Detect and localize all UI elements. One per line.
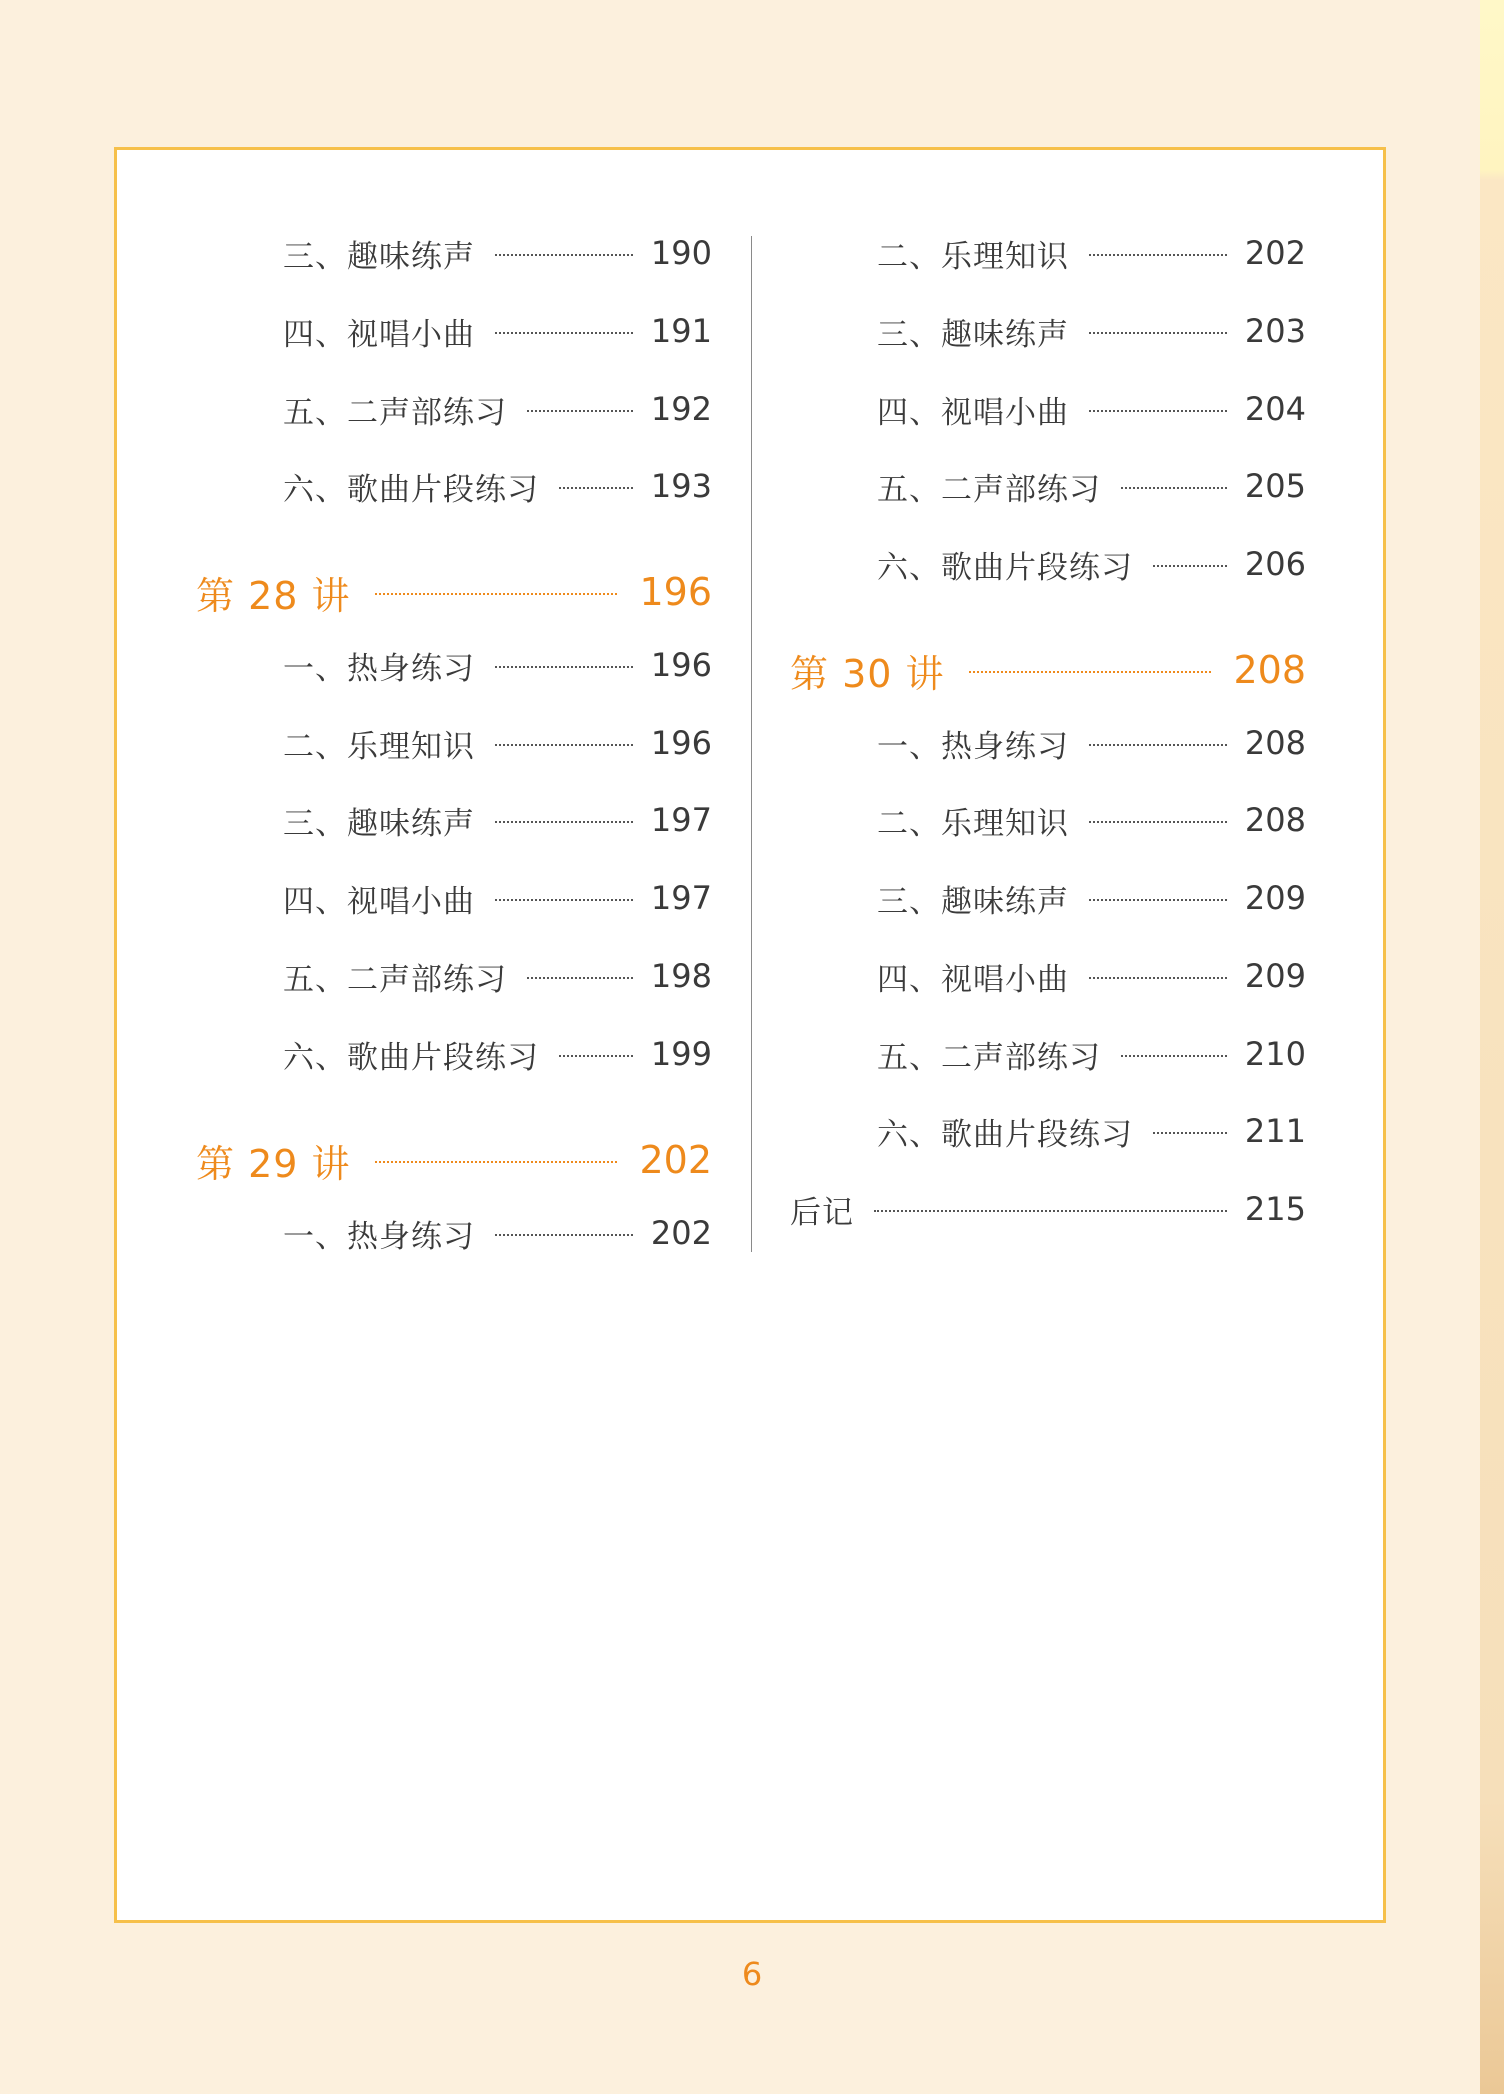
toc-entry-title: 三、趣味练声	[877, 883, 1069, 920]
toc-entry-page: 196	[650, 724, 712, 762]
toc-entry-page: 191	[650, 312, 712, 350]
dot-leader	[969, 671, 1212, 673]
toc-entry[interactable]	[283, 461, 712, 511]
toc-entry-page: 206	[1244, 545, 1306, 583]
toc-entry-title: 一、热身练习	[877, 728, 1069, 765]
dot-leader	[375, 593, 618, 595]
toc-chapter-title: 第 30 讲	[790, 651, 945, 696]
toc-entry-title: 三、趣味练声	[283, 238, 475, 275]
toc-entry-page: 205	[1244, 467, 1306, 505]
toc-entry[interactable]	[877, 384, 1306, 434]
dot-leader	[1089, 744, 1227, 746]
toc-entry[interactable]	[283, 1208, 712, 1258]
toc-entry-title: 四、视唱小曲	[283, 316, 475, 353]
toc-entry-title: 五、二声部练习	[283, 394, 507, 431]
toc-chapter-entry[interactable]	[790, 644, 1306, 696]
toc-entry[interactable]	[283, 640, 712, 690]
toc-entry-page: 211	[1244, 1112, 1306, 1150]
toc-entry-title: 四、视唱小曲	[877, 961, 1069, 998]
toc-entry-title: 四、视唱小曲	[283, 883, 475, 920]
dot-leader	[874, 1210, 1227, 1212]
toc-entry-page: 215	[1244, 1190, 1306, 1228]
toc-entry[interactable]	[283, 951, 712, 1001]
dot-leader	[495, 666, 633, 668]
toc-entry[interactable]	[877, 795, 1306, 845]
dot-leader	[375, 1161, 618, 1163]
dot-leader	[495, 821, 633, 823]
toc-entry[interactable]	[283, 873, 712, 923]
toc-entry[interactable]	[877, 228, 1306, 278]
toc-chapter-title: 第 29 讲	[196, 1141, 351, 1186]
toc-entry-page: 208	[1244, 801, 1306, 839]
toc-entry-page: 197	[650, 879, 712, 917]
page-edge-strip	[1480, 0, 1504, 2094]
toc-entry[interactable]	[877, 873, 1306, 923]
toc-entry[interactable]	[877, 539, 1306, 589]
toc-entry-page: 204	[1244, 390, 1306, 428]
dot-leader	[559, 487, 633, 489]
dot-leader	[559, 1055, 633, 1057]
toc-entry-title: 一、热身练习	[283, 650, 475, 687]
toc-entry-title: 二、乐理知识	[283, 728, 475, 765]
toc-entry-page: 199	[650, 1035, 712, 1073]
dot-leader	[495, 332, 633, 334]
toc-entry-title: 四、视唱小曲	[877, 394, 1069, 431]
toc-entry-title: 后记	[790, 1194, 854, 1231]
toc-chapter-page: 196	[639, 570, 712, 614]
toc-entry[interactable]	[877, 1029, 1306, 1079]
toc-entry-title: 一、热身练习	[283, 1218, 475, 1255]
toc-entry-page: 190	[650, 234, 712, 272]
toc-entry-title: 五、二声部练习	[877, 471, 1101, 508]
toc-entry-page: 209	[1244, 957, 1306, 995]
toc-entry-page: 193	[650, 467, 712, 505]
page-number: 6	[741, 1955, 763, 1993]
dot-leader	[495, 254, 633, 256]
toc-entry-page: 208	[1244, 724, 1306, 762]
dot-leader	[1153, 565, 1227, 567]
toc-entry[interactable]	[877, 718, 1306, 768]
dot-leader	[1089, 254, 1227, 256]
dot-leader	[1089, 899, 1227, 901]
dot-leader	[1153, 1132, 1227, 1134]
toc-entry-title: 三、趣味练声	[283, 805, 475, 842]
toc-entry[interactable]	[877, 951, 1306, 1001]
column-divider	[751, 236, 752, 1252]
dot-leader	[1089, 332, 1227, 334]
toc-entry-title: 五、二声部练习	[283, 961, 507, 998]
toc-entry-page: 209	[1244, 879, 1306, 917]
toc-entry[interactable]	[283, 384, 712, 434]
dot-leader	[1089, 977, 1227, 979]
toc-entry-page: 198	[650, 957, 712, 995]
toc-entry-page: 197	[650, 801, 712, 839]
toc-entry-page: 210	[1244, 1035, 1306, 1073]
toc-entry-title: 五、二声部练习	[877, 1039, 1101, 1076]
dot-leader	[1121, 1055, 1227, 1057]
toc-chapter-title: 第 28 讲	[196, 573, 351, 618]
toc-entry[interactable]	[283, 1029, 712, 1079]
toc-entry[interactable]	[283, 228, 712, 278]
toc-entry-title: 三、趣味练声	[877, 316, 1069, 353]
toc-entry-page: 203	[1244, 312, 1306, 350]
toc-chapter-page: 208	[1233, 648, 1306, 692]
toc-entry-title: 二、乐理知识	[877, 805, 1069, 842]
dot-leader	[495, 1234, 633, 1236]
dot-leader	[527, 977, 633, 979]
dot-leader	[1121, 487, 1227, 489]
toc-entry-title: 二、乐理知识	[877, 238, 1069, 275]
toc-entry[interactable]	[283, 306, 712, 356]
toc-entry[interactable]	[877, 1106, 1306, 1156]
toc-chapter-entry[interactable]	[196, 1134, 712, 1186]
toc-chapter-entry[interactable]	[196, 566, 712, 618]
toc-entry-page: 196	[650, 646, 712, 684]
dot-leader	[495, 744, 633, 746]
toc-entry-page: 202	[1244, 234, 1306, 272]
toc-appendix-entry[interactable]	[790, 1184, 1306, 1234]
toc-entry-title: 六、歌曲片段练习	[877, 1116, 1133, 1153]
toc-entry-title: 六、歌曲片段练习	[877, 549, 1133, 586]
toc-entry[interactable]	[877, 461, 1306, 511]
toc-entry-page: 202	[650, 1214, 712, 1252]
toc-entry[interactable]	[283, 718, 712, 768]
dot-leader	[1089, 410, 1227, 412]
toc-entry-title: 六、歌曲片段练习	[283, 1039, 539, 1076]
dot-leader	[495, 899, 633, 901]
toc-entry-title: 六、歌曲片段练习	[283, 471, 539, 508]
dot-leader	[527, 410, 633, 412]
toc-entry[interactable]	[877, 306, 1306, 356]
toc-entry[interactable]	[283, 795, 712, 845]
toc-chapter-page: 202	[639, 1138, 712, 1182]
toc-entry-page: 192	[650, 390, 712, 428]
dot-leader	[1089, 821, 1227, 823]
